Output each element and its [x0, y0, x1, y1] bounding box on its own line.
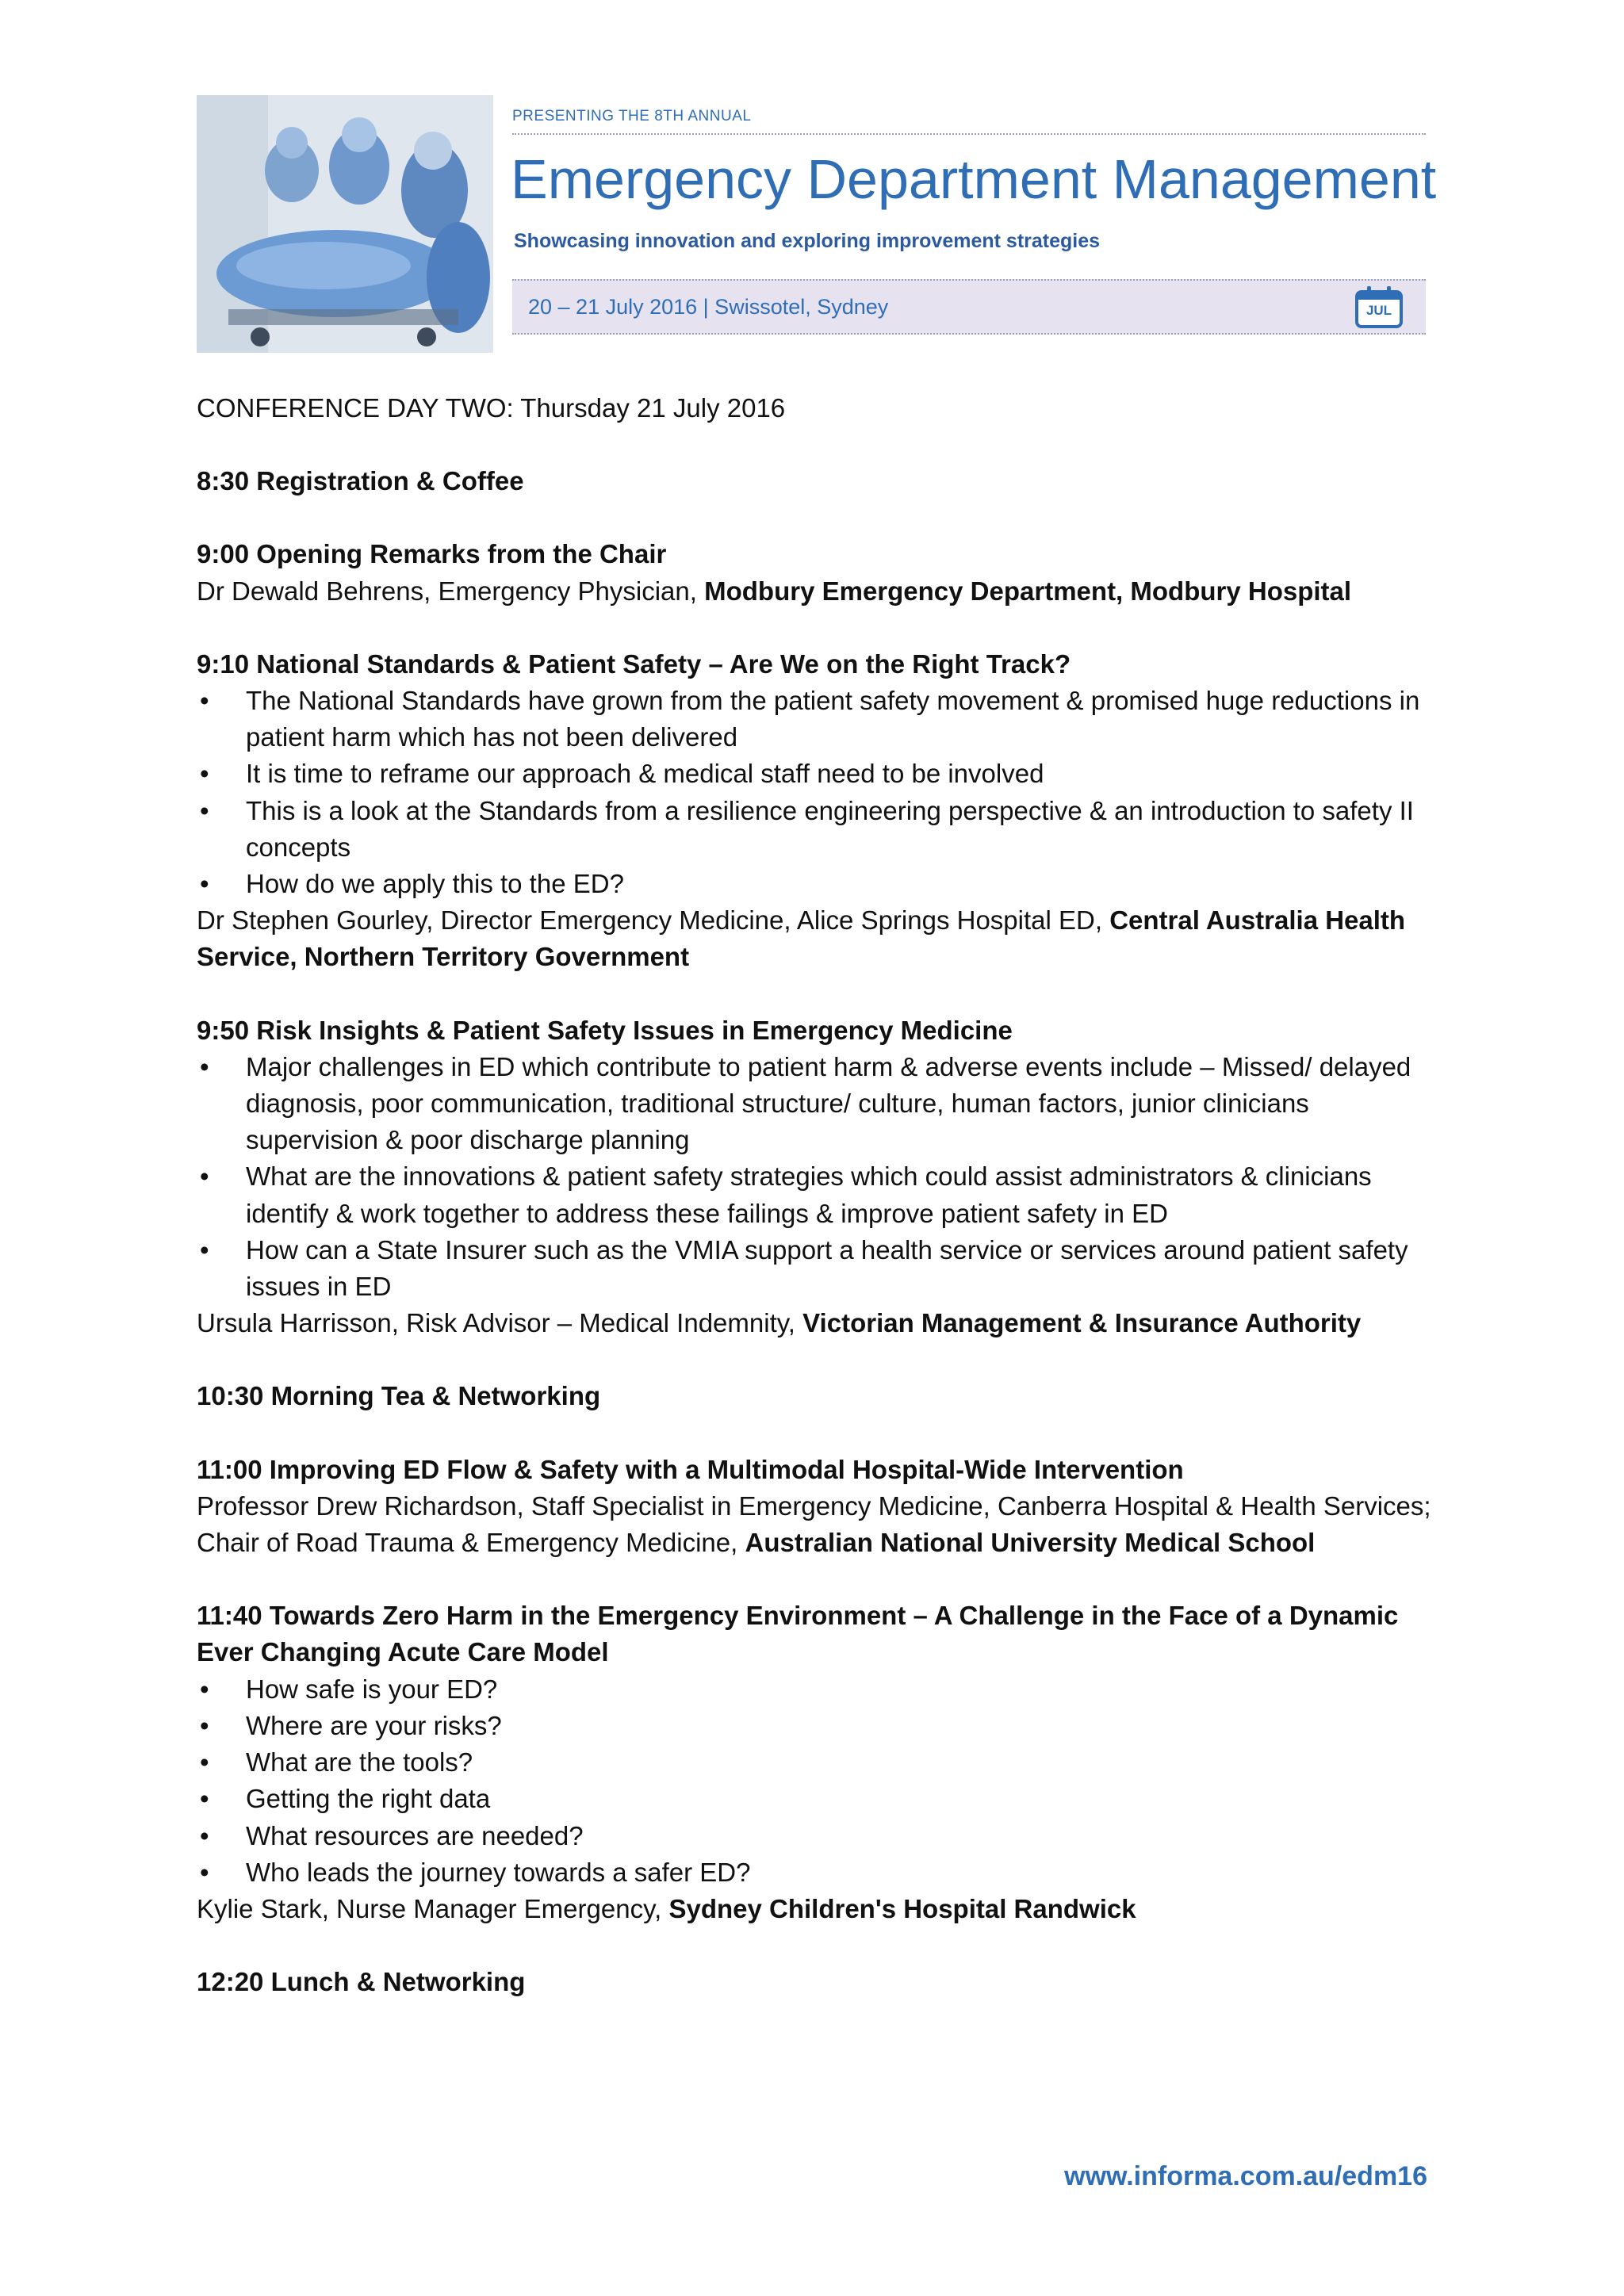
speaker-line: [197, 573, 1434, 610]
speaker-line: [197, 1488, 1434, 1561]
speaker-line: [197, 1891, 1434, 1927]
session-title: 12:20 Lunch & Networking: [197, 1967, 526, 1997]
session-title: 9:00 Opening Remarks from the Chair: [197, 539, 667, 569]
event-title: Emergency Department Management: [511, 148, 1437, 210]
bullet-item: • What are the innovations & patient safety strategies which could assist administrators & clinicians identify & work together to address these failings & improve patient safety in ED: [197, 1158, 1434, 1231]
footer-website-link[interactable]: www.informa.com.au/edm16: [1064, 2161, 1427, 2191]
bullet-item: • This is a look at the Standards from a resilience engineering perspective & an introduction to safety II concepts: [197, 793, 1434, 866]
bullet-item: • The National Standards have grown from the patient safety movement & promised huge reductions in patient harm which has not been delivered: [197, 683, 1434, 756]
bullet-item: • What resources are needed?: [197, 1818, 1434, 1854]
speaker-name: Ursula Harrisson, Risk Advisor – Medical Indemnity,: [197, 1308, 803, 1338]
bullet-item: • Who leads the journey towards a safer ED?: [197, 1854, 1434, 1891]
session-title: 8:30 Registration & Coffee: [197, 466, 524, 496]
calendar-icon: [1354, 285, 1404, 328]
bullet-item: • Where are your risks?: [197, 1708, 1434, 1744]
speaker-org: Victorian Management & Insurance Authority: [802, 1308, 1362, 1338]
session-title: 9:10 National Standards & Patient Safety – Are We on the Right Track?: [197, 649, 1071, 679]
speaker-line: [197, 1305, 1434, 1341]
header-photo: [197, 95, 493, 353]
divider: [512, 133, 1426, 135]
speaker-name: Dr Stephen Gourley, Director Emergency Medicine, Alice Springs Hospital ED,: [197, 905, 1110, 936]
date-location-strip: [512, 279, 1426, 335]
speaker-name: Professor Drew Richardson, Staff Specialist in Emergency Medicine, Canberra Hospital & Health Services; Chair of Road Trauma & Emergency Medicine,: [197, 1490, 1431, 1558]
presenting-label: PRESENTING THE 8TH ANNUAL: [512, 108, 752, 124]
session-title: 10:30 Morning Tea & Networking: [197, 1381, 601, 1411]
speaker-name: Kylie Stark, Nurse Manager Emergency,: [197, 1893, 669, 1923]
agenda: [197, 390, 1434, 2000]
bullet-item: • It is time to reframe our approach & medical staff need to be involved: [197, 756, 1434, 792]
session-title: 11:00 Improving ED Flow & Safety with a Multimodal Hospital-Wide Intervention: [197, 1454, 1184, 1484]
bullet-item: • Major challenges in ED which contribute to patient harm & adverse events include – Missed/ delayed diagnosis, poor communication, traditional structure/ culture, human factors, junior clinicians supervision & poor discharge planning: [197, 1049, 1434, 1159]
speaker-org: Sydney Children's Hospital Randwick: [668, 1893, 1136, 1923]
session-bullets: [197, 1049, 1434, 1305]
day-heading: CONFERENCE DAY TWO: Thursday 21 July 2016: [197, 393, 786, 423]
event-subtitle: Showcasing innovation and exploring improvement strategies: [514, 230, 1101, 252]
session-title: 9:50 Risk Insights & Patient Safety Issues in Emergency Medicine: [197, 1015, 1013, 1045]
speaker-line: [197, 902, 1434, 975]
session-bullets: [197, 1671, 1434, 1891]
speaker-org: Central Australia Health Service, Northern Territory Government: [197, 905, 1406, 972]
speaker-org: Modbury Emergency Department, Modbury Hospital: [704, 576, 1352, 606]
session-bullets: [197, 683, 1434, 902]
speaker-org: Australian National University Medical School: [745, 1528, 1316, 1558]
bullet-item: • What are the tools?: [197, 1744, 1434, 1781]
session-title: 11:40 Towards Zero Harm in the Emergency Environment – A Challenge in the Face of a Dynamic Ever Changing Acute Care Model: [197, 1601, 1399, 1667]
bullet-item: • Getting the right data: [197, 1781, 1434, 1817]
speaker-name: Dr Dewald Behrens, Emergency Physician,: [197, 576, 705, 606]
date-location: 20 – 21 July 2016 | Swissotel, Sydney: [528, 295, 889, 319]
bullet-item: • How can a State Insurer such as the VMIA support a health service or services around patient safety issues in ED: [197, 1232, 1434, 1305]
bullet-item: • How do we apply this to the ED?: [197, 866, 1434, 902]
calendar-label: JUL: [1365, 303, 1392, 318]
bullet-item: • How safe is your ED?: [197, 1671, 1434, 1708]
